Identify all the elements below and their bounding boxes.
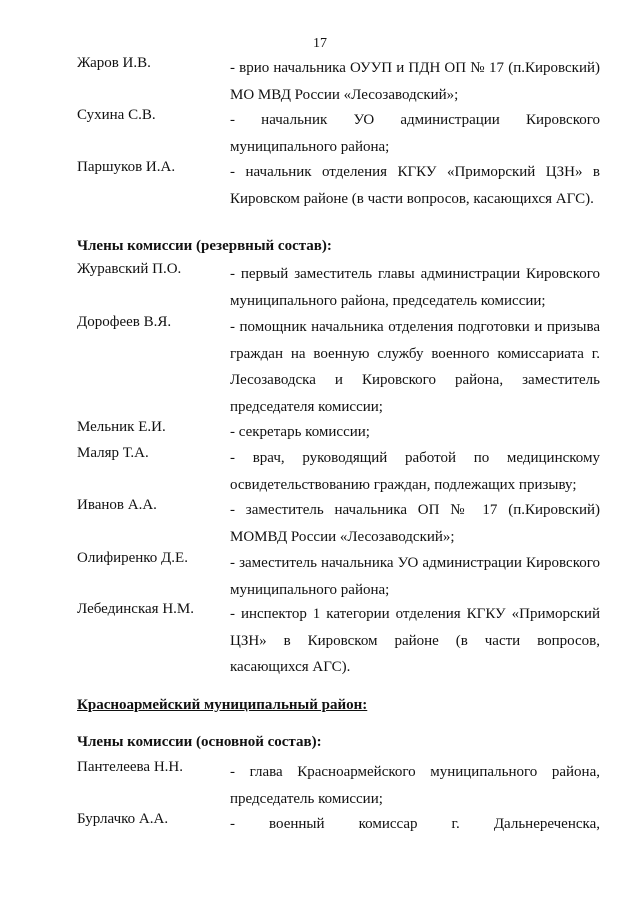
member-entry	[77, 261, 600, 314]
page-number: 17	[313, 36, 327, 51]
member-entry	[77, 445, 600, 498]
member-name: Сухина С.В.	[77, 107, 156, 123]
member-role: - инспектор 1 категории отделения КГКУ «Приморский ЦЗН» в Кировском районе (в части вопросов, касающихся АГС).	[230, 606, 600, 675]
district-heading: Красноармейский муниципальный район:	[77, 697, 368, 713]
member-entry	[77, 419, 600, 446]
member-name: Олифиренко Д.Е.	[77, 550, 188, 566]
member-name: Журавский П.О.	[77, 261, 182, 277]
member-entry	[77, 550, 600, 603]
member-entry	[77, 497, 600, 550]
member-name: Лебединская Н.М.	[77, 601, 195, 617]
reserve-heading: Члены комиссии (резервный состав):	[77, 238, 332, 254]
member-role: - глава Красноармейского муниципального района, председатель комиссии;	[230, 764, 600, 807]
member-role: - заместитель начальника УО администрации Кировского муниципального района;	[230, 555, 600, 598]
member-role: - начальник отделения КГКУ «Приморский ЦЗН» в Кировском районе (в части вопросов, касающихся АГС).	[230, 164, 600, 207]
main-heading: Члены комиссии (основной состав):	[77, 734, 322, 750]
member-name: Паршуков И.А.	[77, 159, 176, 175]
member-entry	[77, 811, 600, 838]
member-entry	[77, 107, 600, 160]
member-name: Пантелеева Н.Н.	[77, 759, 183, 775]
member-entry	[77, 601, 600, 681]
member-role: - помощник начальника отделения подготовки и призыва граждан на военную службу военного комиссариата г. Лесозаводска и Кировского района, заместитель председателя комиссии;	[230, 319, 600, 415]
member-entry	[77, 759, 600, 812]
member-role: - заместитель начальника ОП № 17 (п.Кировский) МОМВД России «Лесозаводский»;	[230, 502, 600, 545]
member-role: - врач, руководящий работой по медицинскому освидетельствованию граждан, подлежащих призыву;	[230, 450, 600, 493]
member-entry	[77, 314, 600, 420]
member-role: - секретарь комиссии;	[230, 424, 370, 440]
member-role: - начальник УО администрации Кировского муниципального района;	[230, 112, 600, 155]
member-entry	[77, 159, 600, 212]
member-name: Иванов А.А.	[77, 497, 157, 513]
member-entry	[77, 55, 600, 108]
member-role: - врио начальника ОУУП и ПДН ОП № 17 (п.Кировский) МО МВД России «Лесозаводский»;	[230, 60, 600, 103]
member-role: - первый заместитель главы администрации Кировского муниципального района, председатель комиссии;	[230, 266, 600, 309]
member-name: Дорофеев В.Я.	[77, 314, 172, 330]
member-role: - военный комиссар г. Дальнереченска,	[230, 816, 600, 832]
member-name: Бурлачко А.А.	[77, 811, 169, 827]
member-name: Мельник Е.И.	[77, 419, 166, 435]
member-name: Жаров И.В.	[77, 55, 151, 71]
member-name: Маляр Т.А.	[77, 445, 149, 461]
